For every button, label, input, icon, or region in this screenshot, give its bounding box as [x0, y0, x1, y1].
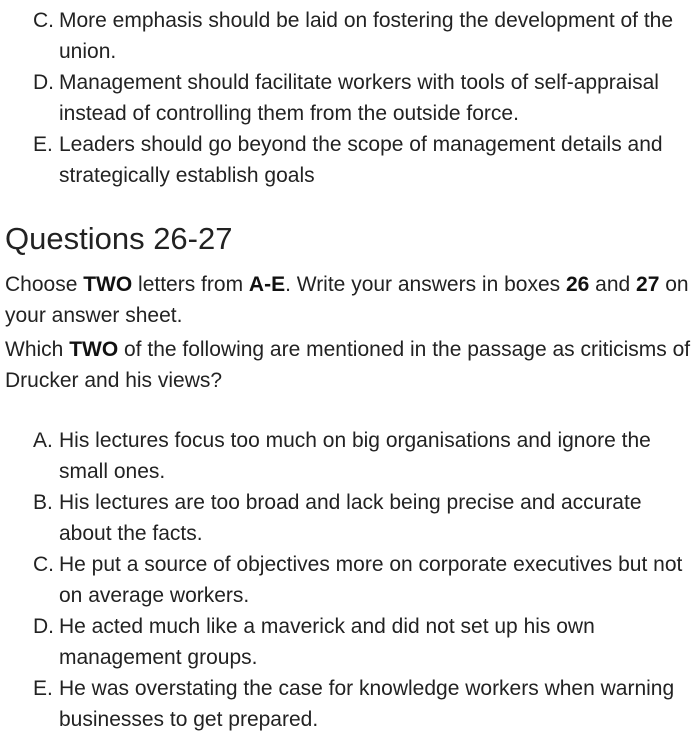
question-prompt — [5, 334, 695, 396]
section-heading: Questions 26-27 — [5, 221, 233, 256]
option-letter: B. — [33, 491, 53, 514]
instruction-text: . Write your answers in boxes — [285, 273, 566, 296]
option-text: Leaders should go beyond the scope of management details and strategically establish goals — [59, 133, 663, 187]
option-text: More emphasis should be laid on fostering the development of the union. — [59, 9, 674, 63]
option-text: His lectures focus too much on big organisations and ignore the small ones. — [59, 429, 651, 483]
option-letter: D. — [33, 615, 54, 638]
instruction-bold: 27 — [636, 273, 660, 296]
option-text: Management should facilitate workers with tools of self-appraisal instead of controlling them from the outside force. — [59, 71, 659, 125]
instruction-text: and — [589, 273, 637, 296]
instruction-text: on your answer sheet. — [5, 273, 689, 327]
option-letter: E. — [33, 677, 53, 700]
instruction-bold: 26 — [565, 273, 590, 296]
instruction-bold: TWO — [83, 273, 133, 296]
option-text: He put a source of objectives more on corporate executives but not on average workers. — [59, 553, 683, 607]
option-letter: E. — [33, 133, 53, 156]
option-c — [0, 5, 697, 67]
option-e — [0, 673, 697, 735]
option-e — [0, 129, 697, 191]
option-b — [0, 487, 697, 549]
option-c — [0, 549, 697, 611]
instruction-text: Choose — [5, 273, 84, 296]
option-letter: A. — [33, 429, 53, 452]
answer-options — [0, 425, 697, 735]
question-text: Which — [5, 338, 70, 361]
option-d — [0, 67, 697, 129]
option-letter: D. — [33, 71, 54, 94]
previous-question-options — [0, 5, 697, 191]
option-letter: C. — [33, 553, 54, 576]
option-text: He acted much like a maverick and did not set up his own management groups. — [59, 615, 595, 669]
instruction-text: letters from — [132, 273, 249, 296]
option-d — [0, 611, 697, 673]
option-text: His lectures are too broad and lack being precise and accurate about the facts. — [59, 491, 642, 545]
option-text: He was overstating the case for knowledge workers when warning businesses to get prepared. — [59, 677, 675, 731]
question-bold: TWO — [69, 338, 119, 361]
option-a — [0, 425, 697, 487]
question-text: of the following are mentioned in the passage as criticisms of Drucker and his views? — [5, 338, 691, 392]
option-letter: C. — [33, 9, 54, 32]
instructions — [5, 269, 695, 331]
instruction-bold: A-E — [248, 273, 286, 296]
